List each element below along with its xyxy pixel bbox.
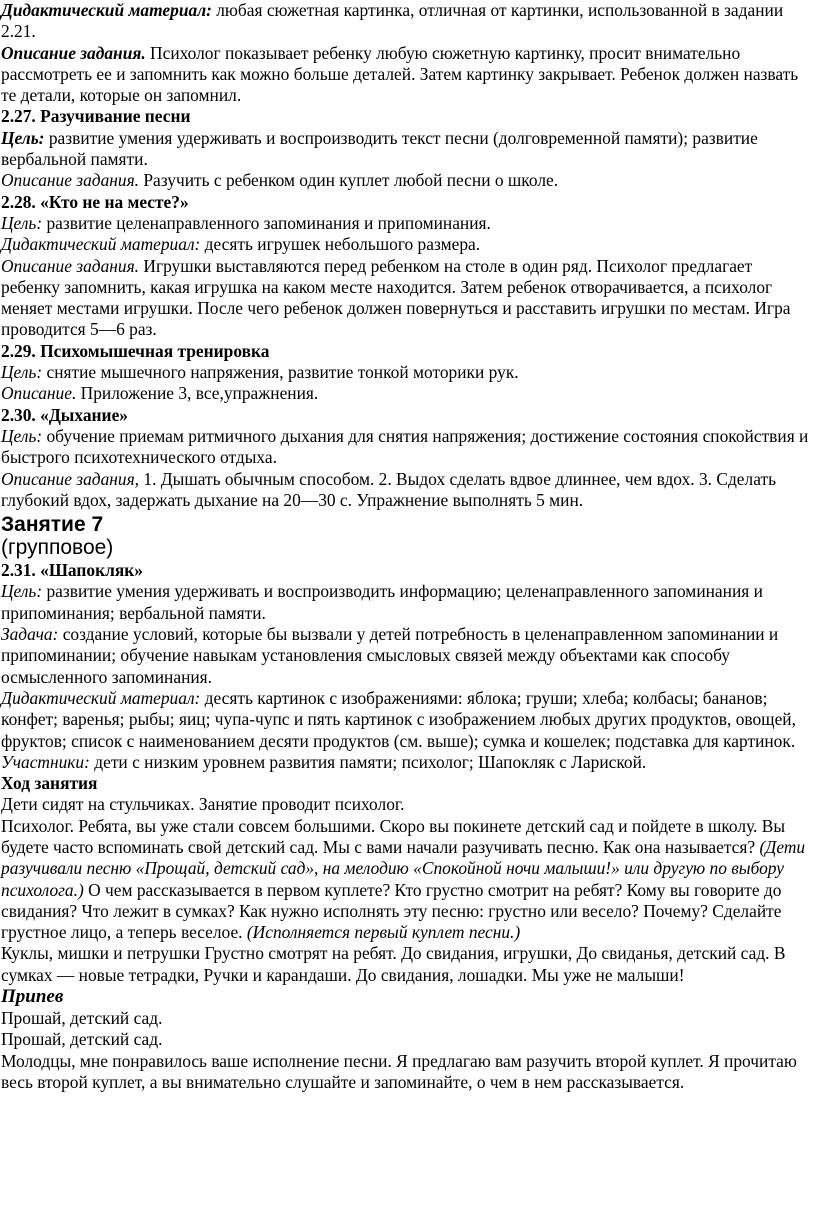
text-run: Цель: xyxy=(1,127,45,148)
text-run: Цель: xyxy=(1,425,43,446)
text-run: Дидактический материал: xyxy=(1,0,212,20)
text-run: Цель: xyxy=(1,212,43,233)
text-run: (Дети разучивали песню «Прощай, детский сад», на мелодию «Спокойной ночи малыши!» или другую по выбору психолога.) xyxy=(1,836,806,900)
text-run: дети с низким уровнем развития памяти; психолог; Шапокляк с Лариской. xyxy=(89,751,647,772)
section-heading xyxy=(1,341,811,362)
lesson-title xyxy=(1,513,811,536)
text-run: 2.30. «Дыхание» xyxy=(1,404,128,425)
text-run: Цель: xyxy=(1,362,43,383)
paragraph xyxy=(1,362,811,383)
text-run: Описание. xyxy=(1,383,77,404)
paragraph xyxy=(1,128,811,171)
text-run: Занятие 7 xyxy=(1,513,104,537)
paragraph xyxy=(1,794,811,815)
paragraph xyxy=(1,0,811,43)
chorus-heading xyxy=(1,986,811,1008)
text-run: Описание задания. xyxy=(1,255,140,276)
text-run: Дети сидят на стульчиках. Занятие проводит психолог. xyxy=(1,794,405,815)
paragraph xyxy=(1,234,811,255)
lesson-subtitle xyxy=(1,536,811,560)
text-run: Психолог показывает ребенку любую сюжетную картинку, просит внимательно рассмотреть ее и запомнить как можно больше деталей. Затем картинку закрывает. Ребенок должен назвать те детали, которые он запомнил. xyxy=(1,42,799,106)
text-run: Цель: xyxy=(1,581,43,602)
section-heading xyxy=(1,106,811,127)
text-run: Психолог. Ребята, вы уже стали совсем большими. Скоро вы покинете детский сад и пойдете в школу. Вы будете часто вспоминать свой детский сад. Мы с вами начали разучивать песню. Как она называется? xyxy=(1,815,786,857)
text-run: Участники: xyxy=(1,751,90,772)
paragraph xyxy=(1,752,811,773)
paragraph xyxy=(1,469,811,512)
paragraph xyxy=(1,383,811,404)
text-run: десять картинок с изображениями: яблока; груши; хлеба; колбасы; бананов; конфет; варенья; рыбы; яиц; чупа-чупс и пять картинок с изображением любых других продуктов, овощей, фруктов; список с наименованием десяти продуктов (см. выше); сумка и кошелек; подставка для картинок. xyxy=(1,687,796,751)
paragraph xyxy=(1,256,811,341)
paragraph xyxy=(1,1008,811,1029)
text-run: Приложение 3, все,упражнения. xyxy=(76,383,319,404)
text-run: (Исполняется первый куплет песни.) xyxy=(246,922,521,943)
paragraph xyxy=(1,426,811,469)
text-run: Разучить с ребенком один куплет любой песни о школе. xyxy=(139,170,559,191)
text-run: 1. Дышать обычным способом. 2. Выдох сделать вдвое длиннее, чем вдох. 3. Сделать глубокий вдох, задержать дыхание на 20—30 с. Упражнение выполнять 5 мин. xyxy=(1,468,776,510)
text-run: Прошай, детский сад. xyxy=(1,1008,163,1029)
text-run: развитие целенаправленного запоминания и припоминания. xyxy=(42,212,491,233)
text-run: любая сюжетная картинка, отличная от картинки, использованной в задании 2.21. xyxy=(1,0,784,42)
paragraph xyxy=(1,170,811,191)
text-run: десять игрушек небольшого размера. xyxy=(200,234,481,255)
text-run: Игрушки выставляются перед ребенком на столе в один ряд. Психолог предлагает ребенку запомнить, какая игрушка на каком месте находится. Затем ребенок отворачивается, а психолог меняет местами игрушки. После чего ребенок должен повернуться и расставить игрушки по местам. Игра проводится 5—6 раз. xyxy=(1,255,791,340)
text-run: развитие умения удерживать и воспроизводить информацию; целенаправленного запоминания и припоминания; вербальной памяти. xyxy=(1,581,763,623)
paragraph xyxy=(1,1029,811,1050)
text-run: Молодцы, мне понравилось ваше исполнение песни. Я предлагаю вам разучить второй куплет. Я прочитаю весь второй куплет, а вы внимательно слушайте и запоминайте, о чем в нем рассказывается. xyxy=(1,1050,797,1092)
text-run: 2.27. Разучивание песни xyxy=(1,106,191,127)
paragraph xyxy=(1,43,811,107)
section-heading xyxy=(1,773,811,794)
text-run: создание условий, которые бы вызвали у детей потребность в целенаправленном запоминании и припоминании; обучение навыкам установления смысловых связей между объектами как способу осмысленного запоминания. xyxy=(1,624,779,687)
paragraph xyxy=(1,624,811,688)
text-run: О чем рассказывается в первом куплете? Кто грустно смотрит на ребят? Кому вы говорите до свидания? Что лежит в сумках? Как нужно исполнять эту песню: грустно или весело? Почему? Сделайте грустное лицо, а теперь веселое. xyxy=(1,879,782,943)
text-run: 2.28. «Кто не на месте?» xyxy=(1,191,189,212)
section-heading xyxy=(1,405,811,426)
text-run: снятие мышечного напряжения, развитие тонкой моторики рук. xyxy=(42,362,519,383)
paragraph xyxy=(1,581,811,624)
text-run: Дидактический материал: xyxy=(1,687,201,708)
text-run: Описание задания. xyxy=(1,42,146,63)
paragraph xyxy=(1,213,811,234)
paragraph xyxy=(1,943,811,986)
text-run: 2.31. «Шапокляк» xyxy=(1,560,144,581)
text-run: (групповое) xyxy=(1,536,114,560)
text-run: Прошай, детский сад. xyxy=(1,1029,163,1050)
text-run: Описание задания. xyxy=(1,170,140,191)
text-run: Задача: xyxy=(1,624,59,645)
paragraph xyxy=(1,1051,811,1094)
text-run: развитие умения удерживать и воспроизводить текст песни (долговременной памяти); развитие вербальной памяти. xyxy=(1,127,758,170)
paragraph xyxy=(1,688,811,752)
text-run: Куклы, мишки и петрушки Грустно смотрят на ребят. До свидания, игрушки, До свиданья, детский сад. В сумках — новые тетрадки, Ручки и карандаши. До свидания, лошадки. Мы уже не малыши! xyxy=(1,943,786,985)
section-heading xyxy=(1,560,811,581)
section-heading xyxy=(1,192,811,213)
text-run: 2.29. Психомышечная тренировка xyxy=(1,340,270,361)
text-run: Припев xyxy=(1,986,64,1008)
text-run: Дидактический материал: xyxy=(1,234,201,255)
paragraph xyxy=(1,816,811,944)
text-run: Описание задания, xyxy=(1,468,140,489)
text-run: Ход занятия xyxy=(1,773,98,794)
text-run: обучение приемам ритмичного дыхания для снятия напряжения; достижение состояния спокойствия и быстрого психотехнического отдыха. xyxy=(1,425,809,468)
